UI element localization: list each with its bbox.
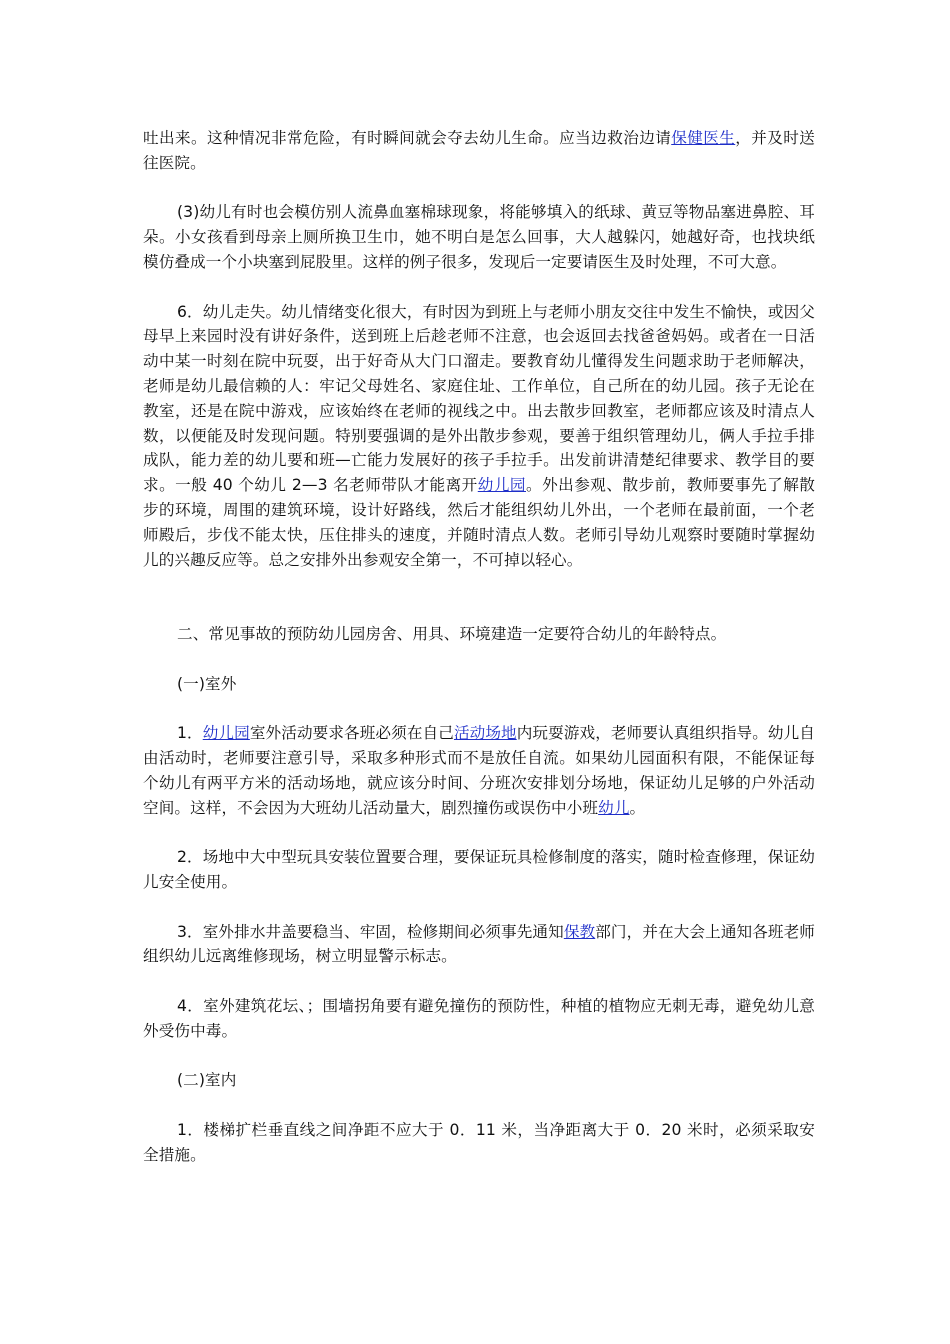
paragraph-outdoor-2: [143, 845, 815, 895]
paragraph-text: 1．楼梯扩栏垂直线之间净距不应大于 0．11 米，当净距离大于 0．20 米时，必须采取安全措施。: [143, 1120, 815, 1164]
paragraph-indoor-1: [143, 1118, 815, 1168]
paragraph-item-3: [143, 200, 815, 274]
paragraph-text: (3)幼儿有时也会模仿别人流鼻血塞棉球现象，将能够填入的纸球、黄豆等物品塞进鼻腔、耳朵。小女孩看到母亲上厕所换卫生巾，她不明白是怎么回事，大人越躲闪，她越好奇，也找块纸模仿叠成一个小块塞到屁股里。这样的例子很多，发现后一定要请医生及时处理，不可大意。: [143, 203, 815, 271]
paragraph-text: 3．室外排水井盖要稳当、牢固，检修期间必须事先通知: [177, 922, 564, 941]
paragraph-outdoor-4: [143, 994, 815, 1044]
paragraph-text: 。外出参观、散步前，教师要事先了解散步的环境，周围的建筑环境，设计好路线，然后才能组织幼儿外出，一个老师在最前面，一个老师殿后，步伐不能太快，压住排头的速度，并随时清点人数。老师引导幼儿观察时要随时掌握幼儿的兴趣反应等。总之安排外出参观安全第一，不可掉以轻心。: [143, 476, 815, 569]
section-heading-prevention: [143, 622, 815, 647]
subheading-outdoor: [143, 672, 815, 697]
paragraph-outdoor-1: [143, 721, 815, 820]
link-care-education[interactable]: 保教: [563, 922, 596, 941]
paragraph-text: 1．: [177, 724, 203, 743]
heading-text: (一)室外: [177, 674, 237, 693]
paragraph-text: 4．室外建筑花坛、；围墙拐角要有避免撞伤的预防性，种植的植物应无刺无毒，避免幼儿意外受伤中毒。: [143, 996, 815, 1040]
link-kindergarten[interactable]: 幼儿园: [202, 724, 250, 743]
paragraph-outdoor-3: [143, 920, 815, 970]
paragraph-text: ，并及时送往医院。: [143, 129, 815, 172]
link-activity-area[interactable]: 活动场地: [453, 724, 517, 743]
paragraph-text: 室外活动要求各班必须在自己: [249, 724, 454, 743]
paragraph-text: 内玩耍游戏，老师要认真组织指导。幼儿自由活动时，老师要注意引导，采取多种形式而不是放任自流。如果幼儿园面积有限，不能保证每个幼儿有两平方米的活动场地，就应该分时间、分班次安排划分场地，保证幼儿足够的户外活动空间。这样，不会因为大班幼儿活动量大，剧烈撞伤或误伤中小班: [143, 724, 816, 817]
paragraph-text: 吐出来。这种情况非常危险，有时瞬间就会夺去幼儿生命。应当边救治边请: [143, 129, 672, 147]
paragraph-text: 部门，并在大会上通知各班老师组织幼儿远离维修现场，树立明显警示标志。: [143, 922, 816, 966]
paragraph-continuation: [143, 126, 815, 176]
link-health-doctor[interactable]: 保健医生: [671, 129, 736, 147]
subheading-indoor: [143, 1068, 815, 1093]
paragraph-text: 。: [629, 798, 646, 817]
heading-text: 二、常见事故的预防幼儿园房舍、用具、环境建造一定要符合幼儿的年龄特点。: [177, 624, 727, 643]
heading-text: (二)室内: [177, 1071, 237, 1090]
paragraph-text: 2．场地中大中型玩具安装位置要合理，要保证玩具检修制度的落实，随时检查修理，保证幼儿安全使用。: [143, 848, 815, 891]
link-child[interactable]: 幼儿: [598, 798, 630, 817]
paragraph-child-lost: [143, 300, 815, 573]
document-page: [143, 126, 815, 1167]
paragraph-text: 6．幼儿走失。幼儿情绪变化很大，有时因为到班上与老师小朋友交往中发生不愉快，或因父母早上来园时没有讲好条件，送到班上后趁老师不注意，也会返回去找爸爸妈妈。或者在一日活动中某一时刻在院中玩耍，出于好奇从大门口溜走。要教育幼儿懂得发生问题求助于老师解决，老师是幼儿最信赖的人：牢记父母姓名、家庭住址、工作单位，自己所在的幼儿园。孩子无论在教室，还是在院中游戏，应该始终在老师的视线之中。出去散步回教室，老师都应该及时清点人数，以便能及时发现问题。特别要强调的是外出散步参观，要善于组织管理幼儿，俩人手拉手排成队，能力差的幼儿要和班—亡能力发展好的孩子手拉手。出发前讲清楚纪律要求、教学目的要求。一般 40 个幼儿 2—3 名老师带队才能离开: [143, 302, 815, 495]
link-kindergarten[interactable]: 幼儿园: [477, 476, 526, 495]
